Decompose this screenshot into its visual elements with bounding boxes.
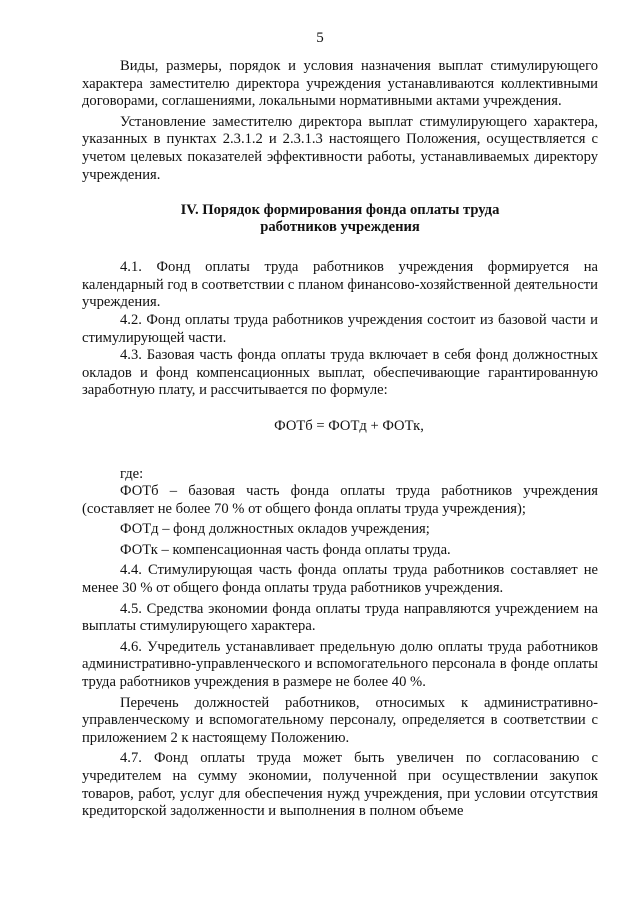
- section-heading: [82, 202, 598, 235]
- definition-fotb: ФОТб – базовая часть фонда оплаты труда работников учреждения (составляет не более 70 % от общего фонда оплаты труда учреждения);: [82, 483, 598, 517]
- definition-fotd: ФОТд – фонд должностных окладов учреждения;: [120, 521, 430, 538]
- item-4-3: 4.3. Базовая часть фонда оплаты труда включает в себя фонд должностных окладов и фонд компенсационных выплат, обеспечивающие гарантированную заработную плату, и рассчитывается по формуле:: [82, 347, 598, 399]
- item-4-6: 4.6. Учредитель устанавливает предельную долю оплаты труда работников административно-управленческого и вспомогательного персонала в фонде оплаты труда работников учреждения в размере не более 40 %.: [82, 638, 598, 691]
- item-4-6-list: Перечень должностей работников, относимых к административно-управленческому и вспомогательному персоналу, определяется в соответствии с приложением 2 к настоящему Положению.: [82, 694, 598, 746]
- document-body: [82, 58, 598, 821]
- where-label: где:: [120, 465, 144, 482]
- item-4-2: 4.2. Фонд оплаты труда работников учреждения состоит из базовой части и стимулирующей части.: [82, 311, 598, 346]
- section-heading-line-2: работников учреждения: [260, 218, 420, 235]
- item-4-7: 4.7. Фонд оплаты труда может быть увеличен по согласованию с учредителем на сумму экономии, полученной при осуществлении закупок товаров, работ, услуг для обеспечения нужд учреждения, при условии отсутствия кредиторской задолженности и выполнения в полном объеме: [82, 750, 598, 820]
- item-4-5: 4.5. Средства экономии фонда оплаты труда направляются учреждением на выплаты стимулирующего характера.: [82, 600, 598, 635]
- page-number: 5: [316, 30, 324, 46]
- formula: ФОТб = ФОТд + ФОТк,: [274, 417, 424, 434]
- definition-fotk: ФОТк – компенсационная часть фонда оплаты труда.: [120, 541, 451, 558]
- paragraph-deputy-incentives: Установление заместителю директора выплат стимулирующего характера, указанных в пунктах 2.3.1.2 и 2.3.1.3 настоящего Положения, осуществляется с учетом целевых показателей эффективности работы, устанавливаемых директору учреждения.: [82, 113, 598, 183]
- paragraph-deputy-payments: Виды, размеры, порядок и условия назначения выплат стимулирующего характера заместителю директора учреждения устанавливаются коллективными договорами, соглашениями, локальными нормативными актами учреждения.: [82, 58, 598, 110]
- section-heading-line-1: IV. Порядок формирования фонда оплаты труда: [180, 202, 500, 219]
- item-4-1: 4.1. Фонд оплаты труда работников учреждения формируется на календарный год в соответствии с планом финансово-хозяйственной деятельности учреждения.: [82, 259, 598, 311]
- item-4-4: 4.4. Стимулирующая часть фонда оплаты труда работников составляет не менее 30 % от общего фонда оплаты труда работников учреждения.: [82, 562, 598, 597]
